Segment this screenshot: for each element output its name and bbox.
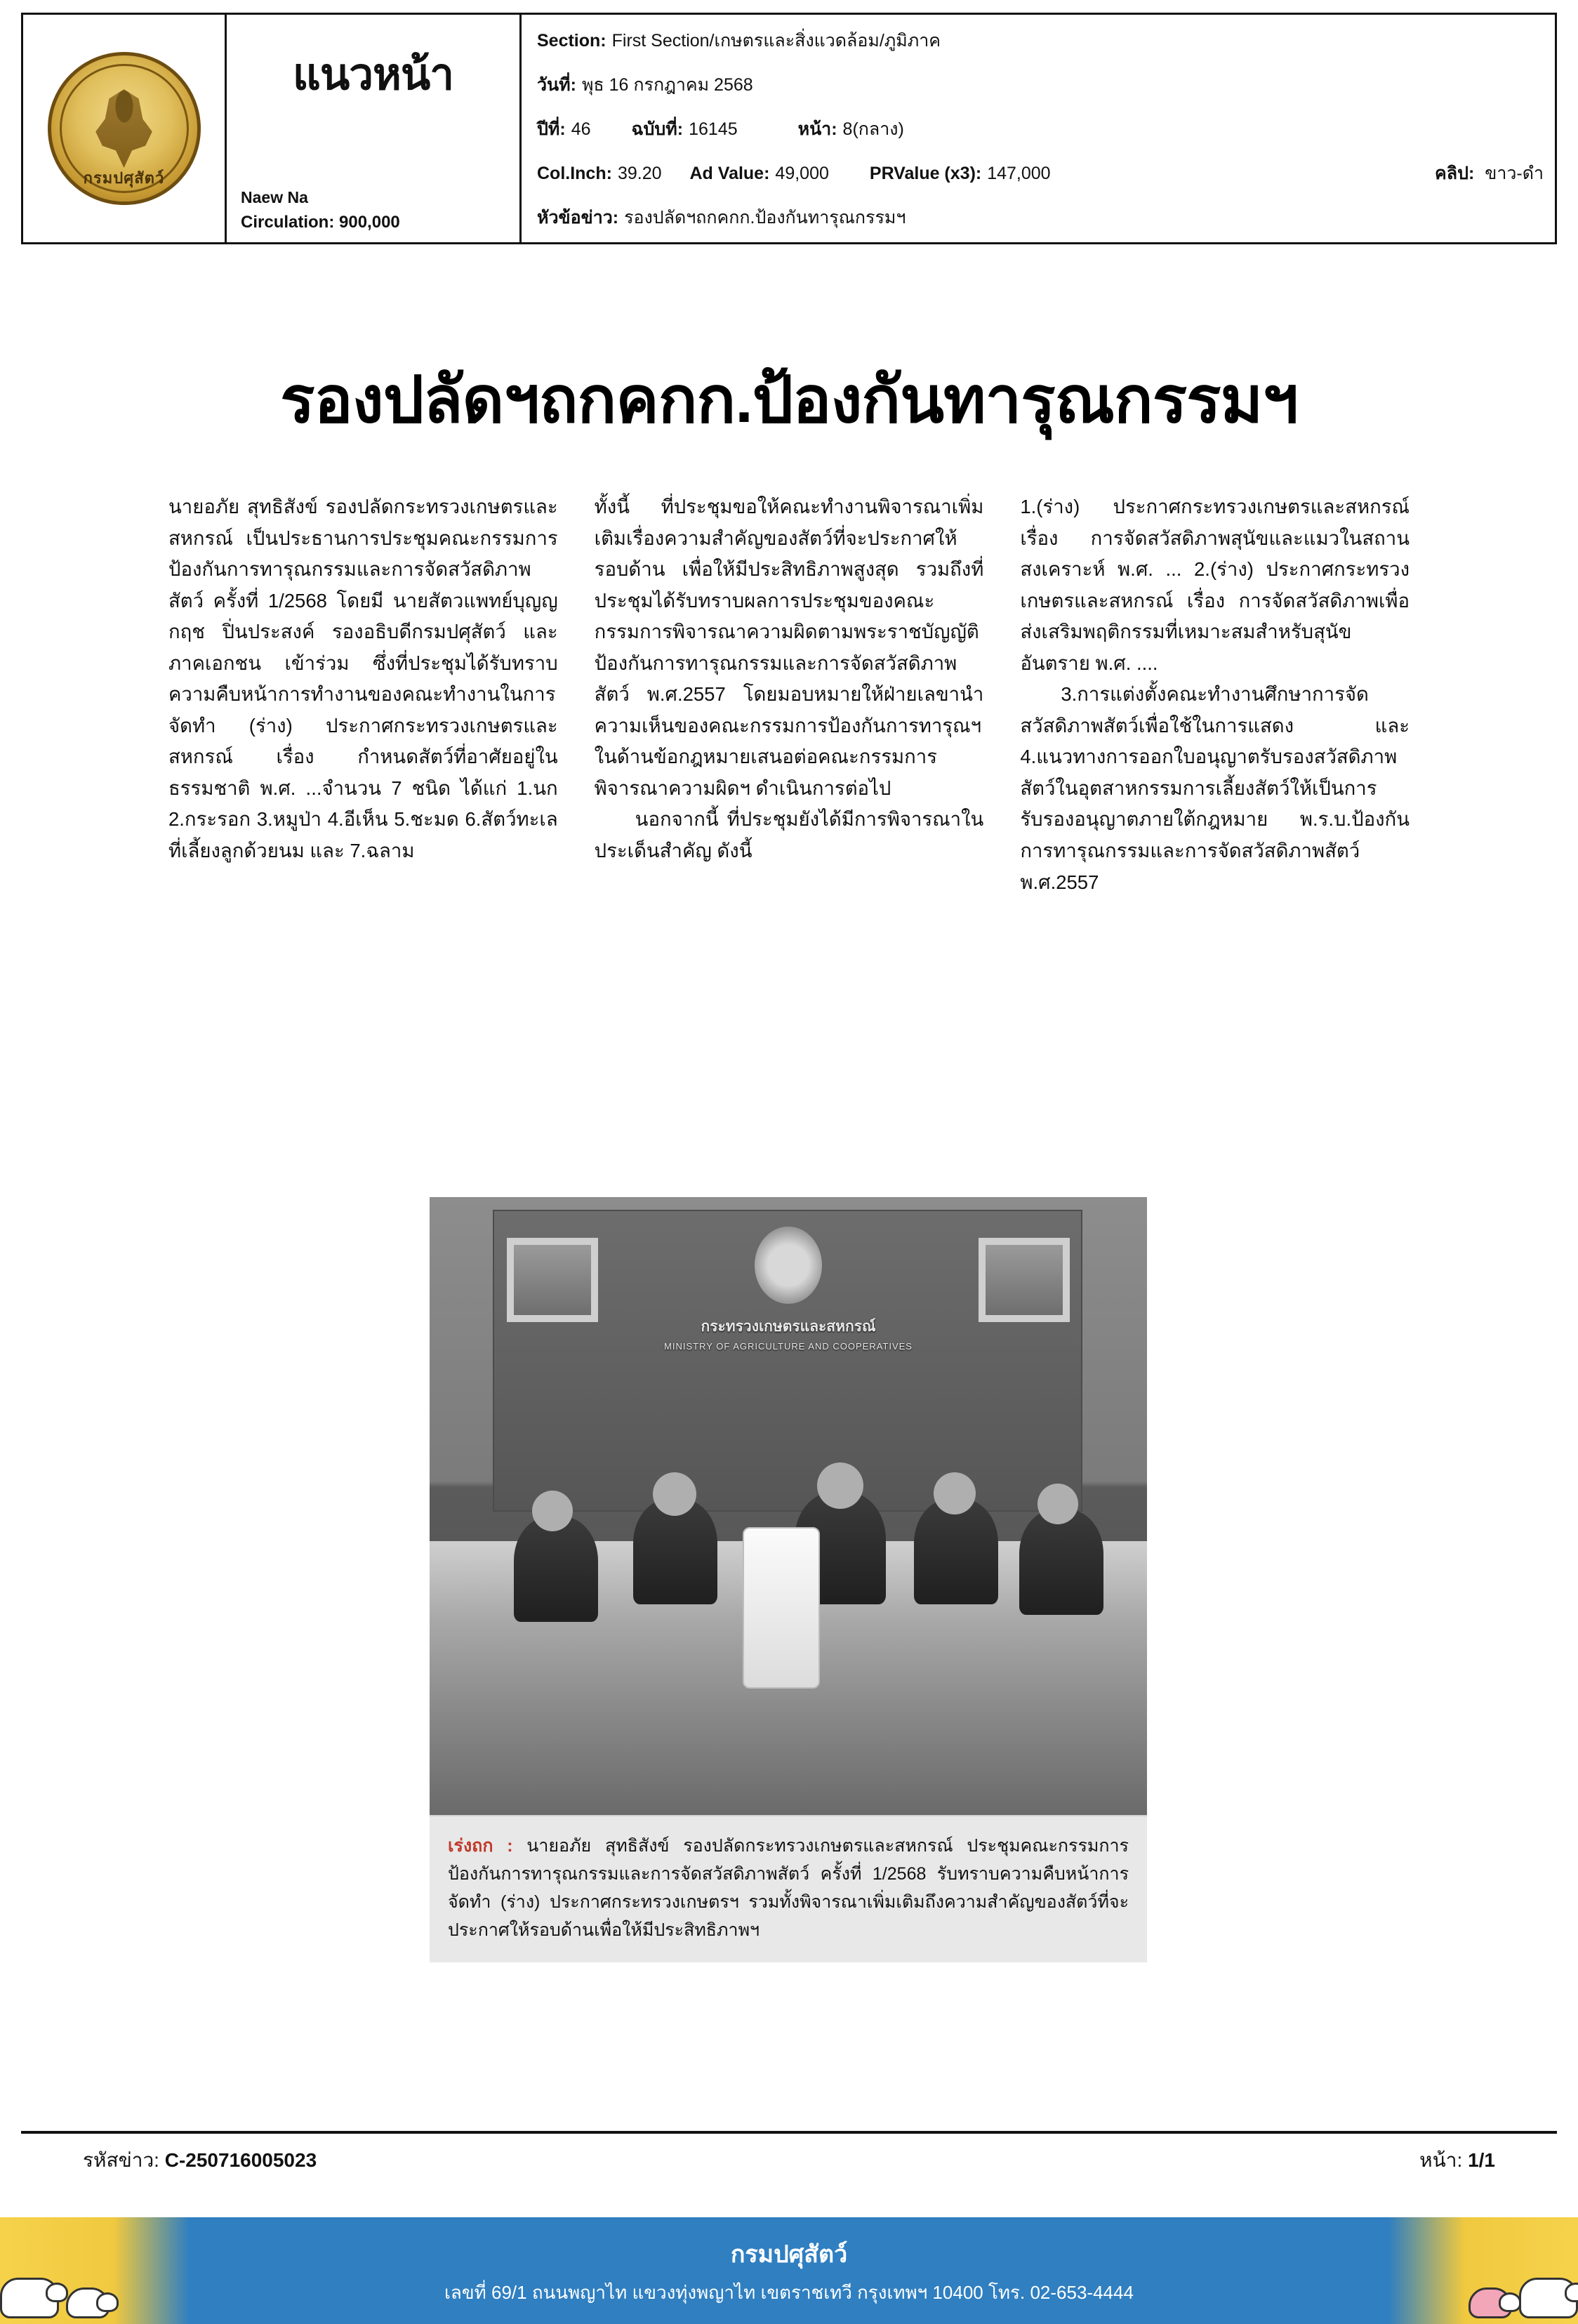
circulation-label: Circulation: [241, 213, 335, 232]
date-value: พุธ 16 กรกฎาคม 2568 [581, 75, 753, 95]
footer-divider [21, 2131, 1557, 2134]
section-value: First Section/เกษตรและสิ่งแวดล้อม/ภูมิภาค [611, 31, 941, 51]
colinch-value: 39.20 [617, 164, 662, 183]
topic-value: รองปลัดฯถกคกก.ป้องกันทารุณกรรมฯ [624, 208, 906, 227]
clip-label: คลิป: [1435, 164, 1475, 183]
footer-animals-left [0, 2217, 190, 2324]
page-label: หน้า: [797, 119, 837, 139]
advalue-label: Ad Value: [689, 164, 770, 183]
logo-cell [23, 15, 227, 242]
clip-value: ขาว-ดำ [1485, 164, 1544, 183]
paper-name-cell [227, 15, 522, 242]
meeting-room-photo [430, 1197, 1147, 1815]
attendee-head [934, 1472, 976, 1514]
article-columns [168, 491, 1410, 898]
year-value: 46 [571, 119, 591, 139]
caption-lead: เร่งถก : [448, 1836, 513, 1856]
attendee-head [817, 1463, 863, 1509]
news-code-value: C-250716005023 [164, 2149, 317, 2171]
meta-row-section [537, 23, 1544, 58]
article-column-1 [168, 491, 558, 898]
footer-page-label: หน้า: [1419, 2149, 1463, 2171]
meta-row-values [537, 156, 1544, 191]
article-column-3 [1020, 491, 1410, 898]
paragraph: นายอภัย สุทธิสังข์ รองปลัดกระทรวงเกษตรและสหกรณ์ เป็นประธานการประชุมคณะกรรมการป้องกันการทารุณกรรมและการจัดสวัสดิภาพสัตว์ ครั้งที่ 1/2568 โดยมี นายสัตวแพทย์บุญญกฤช ปิ่นประสงค์ รองอธิบดีกรมปศุสัตว์ และภาคเอกชน เข้าร่วม ซึ่งที่ประชุมได้รับทราบความคืบหน้าการทำงานของคณะทำงานในการจัดทำ (ร่าง) ประกาศกระทรวงเกษตรและสหกรณ์ เรื่อง กำหนดสัตว์ที่อาศัยอยู่ในธรรมชาติ พ.ศ. ...จำนวน 7 ชนิด ได้แก่ 1.นก 2.กระรอก 3.หมูป่า 4.อีเห็น 5.ชะมด 6.สัตว์ทะเลที่เลี้ยงลูกด้วยนม และ 7.ฉลาม [168, 496, 558, 862]
circulation [241, 213, 505, 232]
attendee [914, 1499, 998, 1604]
news-code-label: รหัสข่าว: [83, 2149, 159, 2171]
prvalue-label: PRValue (x3): [869, 164, 982, 183]
photo-caption [430, 1815, 1147, 1962]
footer-animals-right [1388, 2217, 1578, 2324]
attendee-head [532, 1491, 573, 1531]
department-seal-icon [48, 52, 201, 205]
prvalue-value: 147,000 [987, 164, 1051, 183]
paragraph [1020, 679, 1410, 898]
attendee-head [653, 1472, 696, 1516]
paragraph: 1.(ร่าง) ประกาศกระทรวงเกษตรและสหกรณ์ เรื่อง การจัดสวัสดิภาพสุนัขและแมวในสถานสงเคราะห์ พ.ศ. ... 2.(ร่าง) ประกาศกระทรวงเกษตรและสหกรณ์ เรื่อง การจัดสวัสดิภาพเพื่อส่งเสริมพฤติกรรมที่เหมาะสมสำหรับสุนัขอันตราย พ.ศ. .... [1020, 496, 1410, 674]
cow-icon [1519, 2278, 1578, 2318]
circulation-value: 900,000 [339, 213, 400, 232]
issue-value: 16145 [689, 119, 738, 139]
paragraph: ทั้งนี้ ที่ประชุมขอให้คณะทำงานพิจารณาเพิ่มเติมเรื่องความสำคัญของสัตว์ที่จะประกาศให้รอบด้าน เพื่อให้มีประสิทธิภาพสูงสุด รวมถึงที่ประชุมได้รับทราบผลการประชุมของคณะกรรมการพิจารณาความผิดตามพระราชบัญญัติป้องกันการทารุณกรรมและการจัดสวัสดิภาพสัตว์ พ.ศ.2557 โดยมอบหมายให้ฝ่ายเลขานำความเห็นของคณะกรรมการป้องกันการทารุณฯ ในด้านข้อกฎหมายเสนอต่อคณะกรรมการพิจารณาความผิดฯ ดำเนินการต่อไป [594, 496, 984, 799]
attendee-head [1037, 1484, 1078, 1524]
issue-label: ฉบับที่: [631, 119, 684, 139]
caption-text: นายอภัย สุทธิสังข์ รองปลัดกระทรวงเกษตรและสหกรณ์ ประชุมคณะกรรมการป้องกันการทารุณกรรมและการจัดสวัสดิภาพสัตว์ ครั้งที่ 1/2568 รับทราบความคืบหน้าการจัดทำ (ร่าง) ประกาศกระทรวงเกษตรฯ รวมทั้งพิจารณาเพิ่มเติมถึงความสำคัญของสัตว์ที่จะประกาศให้รอบด้านเพื่อให้มีประสิทธิภาพฯ [448, 1836, 1129, 1940]
ministry-sign-english: MINISTRY OF AGRICULTURE AND COOPERATIVES [664, 1341, 913, 1352]
footer-org-name: กรมปศุสัตว์ [730, 2240, 848, 2268]
topic-label: หัวข้อข่าว: [537, 208, 619, 227]
news-code [83, 2145, 317, 2176]
footer-page-value: 1/1 [1468, 2149, 1495, 2171]
attendee [514, 1517, 598, 1622]
garuda-emblem-icon [755, 1227, 822, 1304]
seal-label: กรมปศุสัตว์ [83, 169, 165, 187]
dog-icon [66, 2287, 110, 2318]
article-column-2 [595, 491, 984, 898]
paragraph-text: 3.การแต่งตั้งคณะทำงานศึกษาการจัดสวัสดิภาพสัตว์เพื่อใช้ในการแสดง และ 4.แนวทางการออกใบอนุญาตรับรองสวัสดิภาพสัตว์ในอุตสาหกรรมการเลี้ยงสัตว์ให้เป็นการรับรองอนุญาตภายใต้กฎหมาย พ.ร.บ.ป้องกันการทารุณกรรมและการจัดสวัสดิภาพสัตว์ พ.ศ.2557 [1020, 683, 1410, 893]
seal-figure-icon [91, 89, 158, 168]
footer-address: เลขที่ 69/1 ถนนพญาไท แขวงทุ่งพญาไท เขตราชเทวี กรุงเทพฯ 10400 โทร. 02-653-4444 [444, 2281, 1134, 2303]
date-label: วันที่: [537, 75, 576, 95]
clip-header [21, 13, 1557, 244]
portrait-frame-left [507, 1238, 598, 1322]
advalue-value: 49,000 [775, 164, 829, 183]
year-label: ปีที่: [537, 119, 566, 139]
paper-name-english: Naew Na [241, 188, 308, 206]
ministry-sign-thai: กระทรวงเกษตรและสหกรณ์ [701, 1319, 876, 1335]
article-headline: รองปลัดฯถกคกก.ป้องกันทารุณกรรมฯ [280, 364, 1298, 436]
pig-icon [1468, 2287, 1512, 2318]
paragraph-text: นอกจากนี้ ที่ประชุมยังได้มีการพิจารณาในประเด็นสำคัญ ดังนี้ [594, 808, 984, 862]
footer-bar [0, 2217, 1578, 2324]
attendee [1019, 1510, 1103, 1615]
portrait-frame-right [979, 1238, 1070, 1322]
meta-row-date [537, 67, 1544, 103]
photo-block [430, 1197, 1147, 1962]
meta-row-topic [537, 200, 1544, 235]
clip-meta-cell [522, 15, 1555, 242]
page-value: 8(กลาง) [842, 119, 904, 139]
meta-row-issue [537, 112, 1544, 147]
cow-icon [0, 2278, 59, 2318]
footer-page [1419, 2145, 1495, 2176]
air-purifier [743, 1527, 820, 1689]
footer-meta [0, 2145, 1578, 2176]
paragraph [595, 804, 984, 866]
section-label: Section: [537, 31, 606, 51]
colinch-label: Col.Inch: [537, 164, 612, 183]
paper-name-thai: แนวหน้า [292, 51, 454, 99]
